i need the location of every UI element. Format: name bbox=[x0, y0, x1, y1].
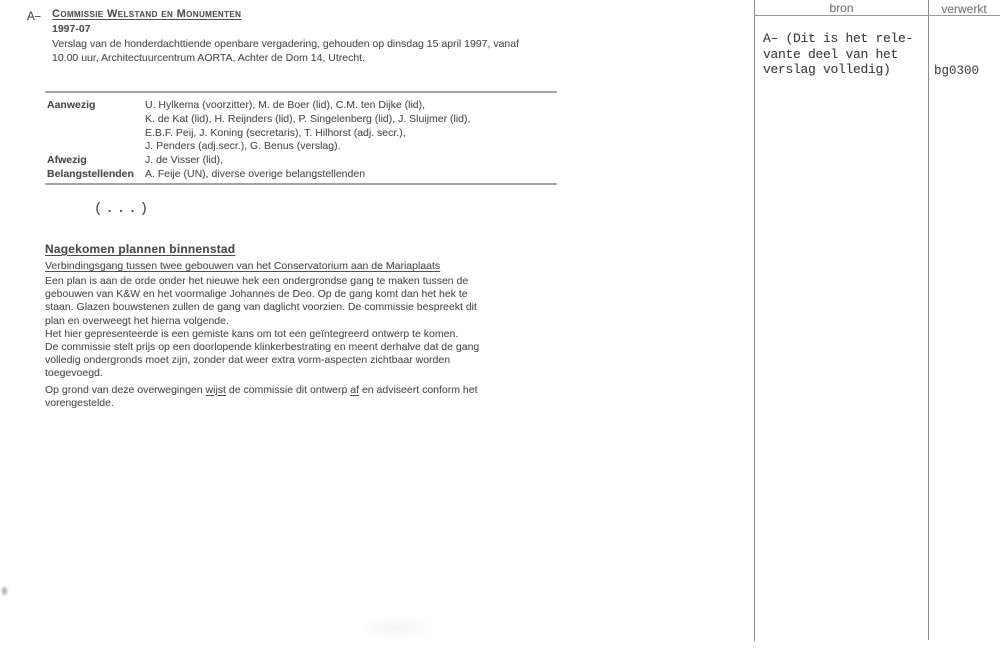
column-header-bron: bron bbox=[829, 1, 854, 15]
ellipsis-mark: (...) bbox=[94, 201, 152, 217]
scan-artifact bbox=[352, 615, 442, 641]
attendance-label-afwezig: Afwezig bbox=[47, 154, 87, 167]
attendance-line: J. Penders (adj.secr.), G. Benus (verslag). bbox=[145, 140, 341, 153]
body-line: volledig ondergronds moet zijn, zonder dat weer extra vorm-aspecten zichtbaar worden bbox=[45, 354, 451, 367]
intro-line: Verslag van de honderdachttiende openbare vergadering, gehouden op dinsdag 15 april 1997, vanaf bbox=[52, 38, 520, 50]
intro-line: 10.00 uur, Architectuurcentrum AORTA, Achter de Dom 14, Utrecht. bbox=[52, 51, 366, 64]
body-line: toegevoegd. bbox=[45, 367, 103, 380]
report-number: 1997-07 bbox=[52, 23, 91, 35]
attendance-names bbox=[145, 99, 562, 154]
document-header bbox=[52, 8, 562, 65]
scan-artifact bbox=[0, 585, 9, 597]
report-section bbox=[45, 242, 565, 410]
body-line: staan. Glazen bouwstenen zullen de gang van daglicht voorzien. De commissie bespreekt dit bbox=[45, 301, 477, 314]
section-heading: Nagekomen plannen binnenstad bbox=[45, 242, 236, 256]
attendance-line: K. de Kat (lid), H. Reijnders (lid), P. Singelenberg (lid), J. Sluijmer (lid), bbox=[145, 112, 471, 125]
section-subheading: Verbindingsgang tussen twee gebouwen van het Conservatorium aan de Mariaplaats bbox=[45, 260, 441, 272]
body-line-advice bbox=[45, 384, 565, 397]
body-line: plan en overweegt het hierna volgende. bbox=[45, 314, 229, 327]
attendance-line: E.B.F. Peij, J. Koning (secretaris), T. Hilhorst (adj. secr.), bbox=[145, 126, 406, 139]
bron-annotation-line: A– (Dit is het rele- bbox=[763, 31, 914, 46]
attendance-names bbox=[145, 168, 562, 182]
bron-annotation-line: vante deel van het bbox=[763, 46, 899, 62]
bron-annotation bbox=[763, 31, 923, 78]
attendance-line: J. de Visser (lid), bbox=[145, 154, 223, 167]
advice-text: Op grond van deze overwegingen bbox=[45, 383, 206, 396]
attendance-block bbox=[47, 99, 562, 182]
margin-table-column-divider bbox=[928, 0, 929, 640]
body-line: gebouwen van K&W en het voormalige Johannes de Deo. Op de gang komt dan het hek te bbox=[45, 288, 468, 301]
attendance-line: U. Hylkema (voorzitter), M. de Boer (lid), C.M. ten Dijke (lid), bbox=[145, 99, 426, 111]
document-title: Commissie Welstand en Monumenten bbox=[52, 8, 242, 20]
attendance-label-aanwezig: Aanwezig bbox=[47, 99, 96, 111]
attendance-row bbox=[47, 154, 562, 168]
body-line: Een plan is aan de orde onder het nieuwe hek een ondergrondse gang te maken tussen de bbox=[45, 275, 469, 287]
verwerkt-code: bg0300 bbox=[934, 64, 980, 78]
advice-text: de commissie dit ontwerp bbox=[225, 383, 351, 396]
attendance-names bbox=[145, 154, 562, 168]
column-header-verwerkt: verwerkt bbox=[941, 2, 987, 16]
attendance-label-belangstellenden: Belangstellenden bbox=[47, 167, 134, 180]
section-body bbox=[45, 275, 565, 410]
attendance-line: A. Feije (UN), diverse overige belangstellenden bbox=[145, 167, 366, 180]
margin-table-left-border bbox=[754, 0, 755, 641]
separator-line bbox=[45, 91, 557, 93]
body-line: vorengestelde. bbox=[45, 396, 114, 409]
attendance-row bbox=[47, 99, 562, 154]
bron-annotation-line: verslag volledig) bbox=[763, 62, 891, 77]
separator-line bbox=[45, 183, 557, 185]
advice-text: en adviseert conform het bbox=[359, 383, 478, 396]
meeting-intro bbox=[52, 38, 562, 65]
underlined-word: af bbox=[350, 383, 360, 396]
body-line: De commissie stelt prijs op een doorlopende klinkerbestrating en meent derhalve dat de gang bbox=[45, 341, 480, 354]
margin-mark: A– bbox=[27, 9, 41, 24]
body-line: Het hier gepresenteerde is een gemiste kans om tot een geïntegreerd ontwerp te komen. bbox=[45, 327, 459, 340]
attendance-row bbox=[47, 168, 562, 182]
underlined-word: wijst bbox=[205, 383, 226, 396]
